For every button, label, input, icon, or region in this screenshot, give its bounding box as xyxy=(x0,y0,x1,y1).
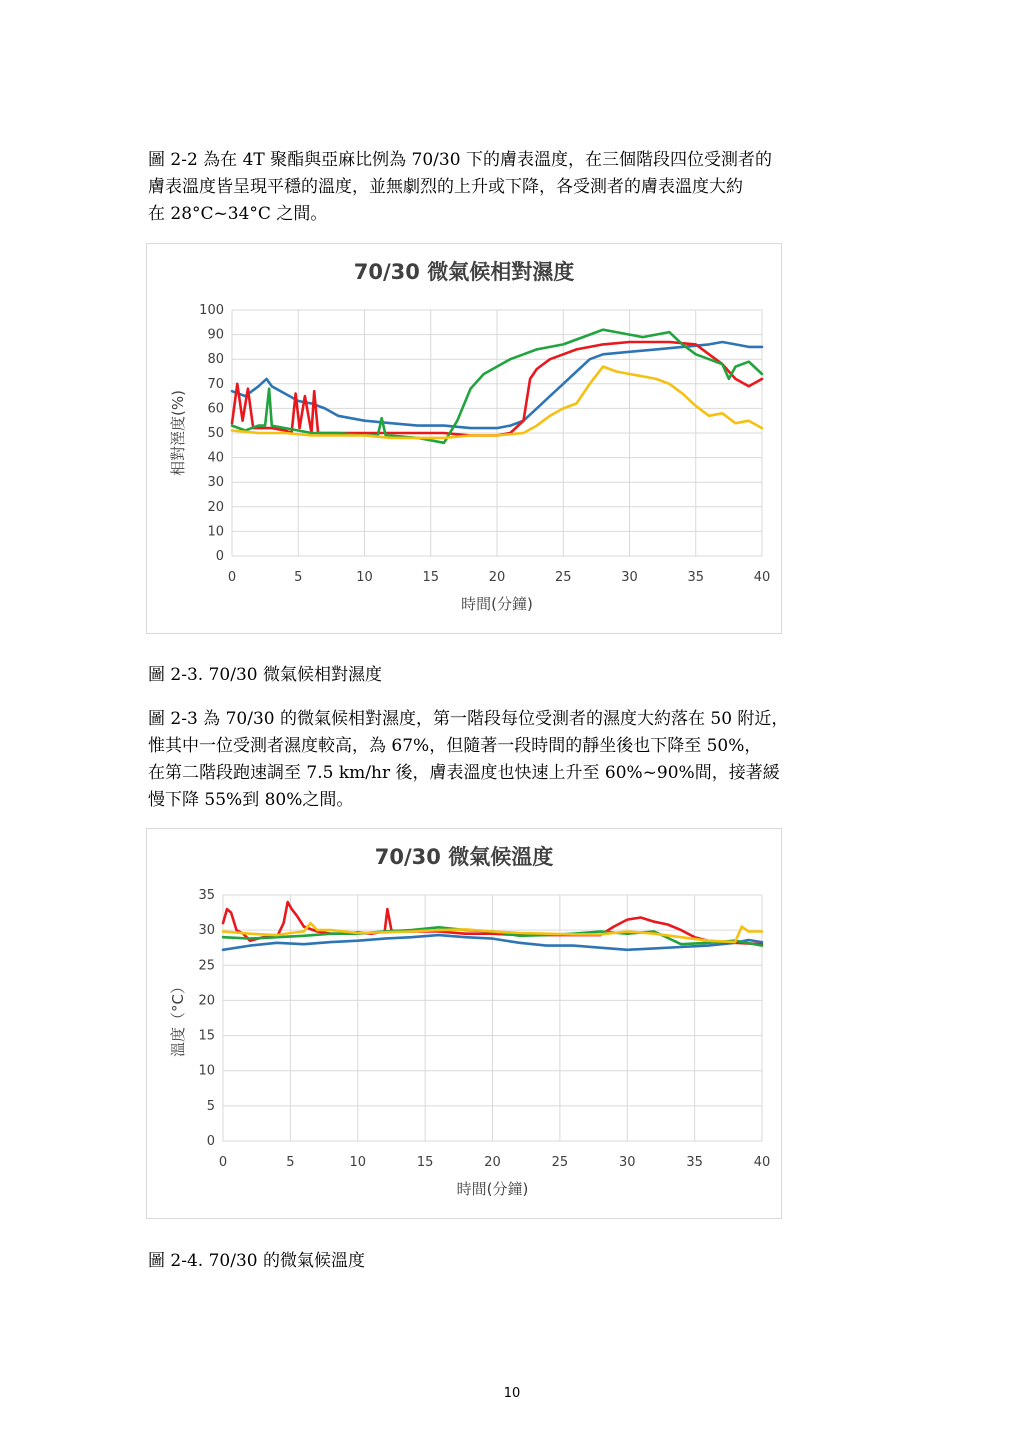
x-tick-label: 35 xyxy=(686,1155,703,1170)
paragraph-line: 在 28°C~34°C 之間。 xyxy=(148,204,328,224)
x-tick-label: 15 xyxy=(416,1155,434,1170)
y-tick-label: 25 xyxy=(198,958,215,974)
y-tick-label: 90 xyxy=(207,327,224,343)
x-axis-label: 時間(分鐘) xyxy=(456,1180,529,1198)
figure-caption-humidity: 圖 2-3. 70/30 微氣候相對濕度 xyxy=(148,665,382,685)
y-tick-label: 0 xyxy=(206,1134,215,1149)
x-tick-label: 0 xyxy=(227,570,237,585)
x-tick-label: 30 xyxy=(621,570,638,585)
y-tick-label: 15 xyxy=(198,1028,215,1044)
humidity-chart-svg xyxy=(147,244,781,633)
x-tick-label: 10 xyxy=(349,1155,367,1170)
x-tick-label: 0 xyxy=(218,1155,228,1170)
y-tick-label: 70 xyxy=(207,376,224,392)
paragraph-line: 慢下降 55%到 80%之間。 xyxy=(148,790,354,810)
y-tick-label: 0 xyxy=(215,549,224,564)
y-tick-label: 35 xyxy=(198,888,215,903)
paragraph-line: 在第二階段跑速調至 7.5 km/hr 後，膚表溫度也快速上升至 60%~90%間，接著緩 xyxy=(148,763,780,783)
y-tick-label: 10 xyxy=(198,1063,215,1079)
paragraph-line: 圖 2-3 為 70/30 的微氣候相對濕度，第一階段每位受測者的濕度大約落在 50 附近， xyxy=(148,709,789,729)
x-tick-label: 20 xyxy=(484,1155,501,1170)
y-tick-label: 10 xyxy=(207,524,224,540)
x-tick-label: 25 xyxy=(554,570,572,585)
page-number: 10 xyxy=(503,1386,521,1401)
y-tick-label: 30 xyxy=(207,475,224,491)
humidity-chart xyxy=(146,243,782,634)
figure-caption-temperature: 圖 2-4. 70/30 的微氣候溫度 xyxy=(148,1251,365,1271)
y-tick-label: 30 xyxy=(198,923,215,939)
temperature-chart-svg xyxy=(147,829,781,1218)
chart-title: 70/30 微氣候相對濕度 xyxy=(353,260,575,284)
y-tick-label: 40 xyxy=(207,450,224,466)
y-tick-label: 5 xyxy=(206,1098,215,1114)
x-tick-label: 15 xyxy=(422,570,440,585)
x-tick-label: 40 xyxy=(753,570,771,585)
x-tick-label: 5 xyxy=(286,1155,295,1170)
y-axis-label: 溫度（°C） xyxy=(169,979,187,1057)
paragraph-line: 圖 2-2 為在 4T 聚酯與亞麻比例為 70/30 下的膚表溫度，在三個階段四位受測者的 xyxy=(148,150,772,170)
y-tick-label: 20 xyxy=(198,993,215,1009)
paragraph-humidity xyxy=(148,706,888,814)
x-tick-label: 10 xyxy=(356,570,373,585)
x-tick-label: 40 xyxy=(753,1155,771,1170)
y-tick-label: 20 xyxy=(207,499,224,515)
x-tick-label: 35 xyxy=(687,570,705,585)
chart-title: 70/30 微氣候溫度 xyxy=(374,845,554,869)
x-tick-label: 5 xyxy=(294,570,303,585)
y-tick-label: 100 xyxy=(199,303,224,318)
x-tick-label: 20 xyxy=(488,570,506,585)
paragraph-skin-temperature xyxy=(148,147,888,228)
paragraph-line: 惟其中一位受測者濕度較高，為 67%，但隨著一段時間的靜坐後也下降至 50%， xyxy=(148,736,762,756)
x-tick-label: 25 xyxy=(551,1155,569,1170)
y-tick-label: 60 xyxy=(207,401,224,417)
paragraph-line: 膚表溫度皆呈現平穩的溫度，並無劇烈的上升或下降，各受測者的膚表溫度大約 xyxy=(148,177,743,197)
y-axis-label: 相對溼度(%) xyxy=(169,390,187,476)
y-tick-label: 50 xyxy=(207,426,224,441)
x-axis-label: 時間(分鐘) xyxy=(461,595,533,613)
x-tick-label: 30 xyxy=(618,1155,636,1170)
y-tick-label: 80 xyxy=(207,352,224,368)
temperature-chart xyxy=(146,828,782,1219)
